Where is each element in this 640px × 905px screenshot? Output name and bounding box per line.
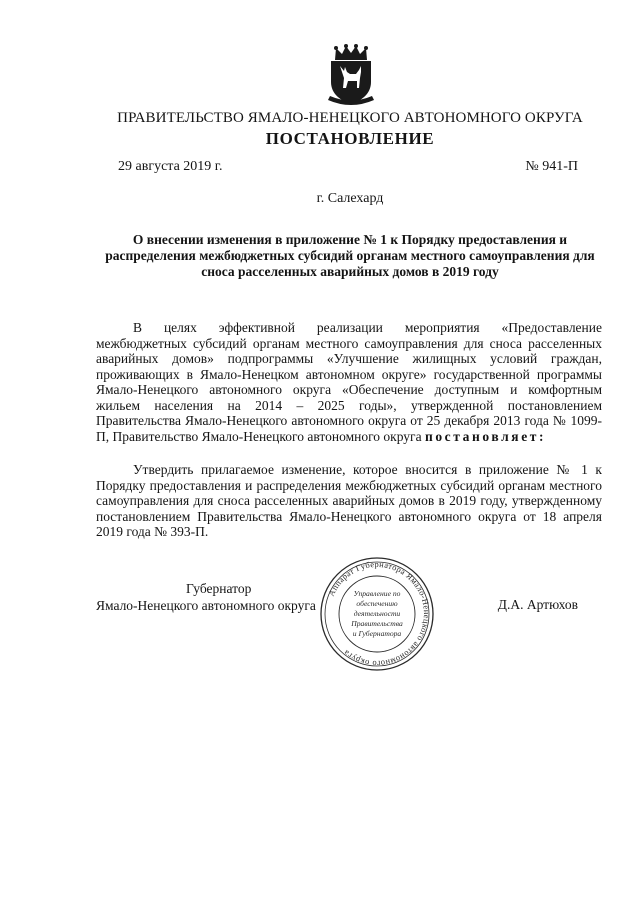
stamp-line-1: Управление по bbox=[353, 589, 401, 598]
government-name: ПРАВИТЕЛЬСТВО ЯМАЛО-НЕНЕЦКОГО АВТОНОМНОГО ОКРУГА bbox=[117, 110, 583, 126]
stamp-line-2: обеспечению bbox=[356, 599, 398, 608]
document-type-title: ПОСТАНОВЛЕНИЕ bbox=[265, 129, 435, 148]
coat-of-arms-icon bbox=[326, 44, 376, 106]
stamp-line-3: деятельности bbox=[353, 609, 401, 618]
resolution-paragraph: Утвердить прилагаемое изменение, которое вносится в приложение № 1 к Порядку предоставления и распределения межбюджетных субсидий органам местного самоуправления для сноса расселенных аварийных домов в 2019 году, утвержденному постановлением Правительства Ямало-Ненецкого автономного округа от 18 апреля 2019 года № 393-П. bbox=[96, 462, 602, 539]
preamble-paragraph bbox=[96, 320, 602, 444]
document-city: г. Салехард bbox=[316, 191, 384, 206]
stamp-line-4: Правительства bbox=[351, 619, 403, 628]
stamp-ring-text: Аппарат Губернатора Ямало-Ненецкого автономного округа bbox=[326, 559, 432, 669]
official-stamp bbox=[318, 555, 436, 673]
signatory-title: Губернатор bbox=[186, 581, 252, 596]
document-date: 29 августа 2019 г. bbox=[118, 159, 223, 174]
preamble-text: В целях эффективной реализации мероприятия «Предоставление межбюджетных субсидий органам местного самоуправления для сноса расселенных аварийных домов» подпрограммы «Улучшение жилищных условий граждан, проживающих в Ямало-Ненецком автономном округе» государственной программы Ямало-Ненецкого автономного округа «Обеспечение доступным и комфортным жильем населения на 2014 – 2025 годы», утвержденной постановлением Правительства Ямало-Ненецкого автономного округа от 25 декабря 2013 года № 1099-П, Правительство Ямало-Ненецкого автономного округа bbox=[96, 320, 602, 444]
document-subject: О внесении изменения в приложение № 1 к Порядку предоставления и распределения межбюджетных субсидий органам местного самоуправления для сноса расселенных аварийных домов в 2019 году bbox=[105, 232, 595, 279]
document-number: № 941-П bbox=[525, 159, 578, 174]
signatory-position bbox=[96, 580, 346, 614]
stamp-line-5: и Губернатора bbox=[352, 629, 402, 638]
signatory-name: Д.А. Артюхов bbox=[497, 597, 578, 612]
signatory-region: Ямало-Ненецкого автономного округа bbox=[96, 598, 316, 613]
decree-keyword: постановляет: bbox=[424, 428, 547, 444]
